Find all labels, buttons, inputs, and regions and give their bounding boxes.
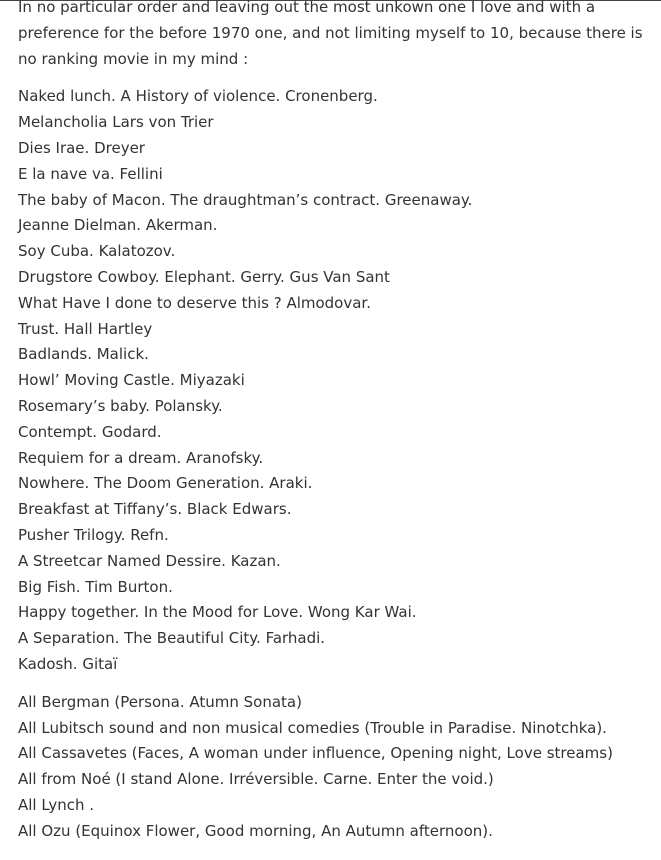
movie-item: Drugstore Cowboy. Elephant. Gerry. Gus Van Sant [18,267,390,286]
movie-list [18,84,661,677]
post-body [18,0,661,845]
movie-item: Melancholia Lars von Trier [18,113,214,132]
movie-item: Trust. Hall Hartley [18,319,153,338]
intro-line: preference for the before 1970 one, and not limiting myself to 10, because there is [18,23,643,42]
movie-item: Dies Irae. Dreyer [18,138,145,157]
movie-item: Big Fish. Tim Burton. [18,577,173,596]
director-item: All Cassavetes (Faces, A woman under influence, Opening night, Love streams) [18,744,613,763]
director-item: All from Noé (I stand Alone. Irréversible. Carne. Enter the void.) [18,770,494,789]
movie-item: Contempt. Godard. [18,422,162,441]
movie-item: What Have I done to deserve this ? Almodovar. [18,293,371,312]
intro-paragraph [18,0,661,72]
movie-item: E la nave va. Fellini [18,164,163,183]
movie-item: Requiem for a dream. Aranofsky. [18,448,264,467]
intro-line: no ranking movie in my mind : [18,49,249,68]
director-item: All Ozu (Equinox Flower, Good morning, An Autumn afternoon). [18,821,493,840]
movie-item: Breakfast at Tiffany’s. Black Edwars. [18,500,292,519]
movie-item: A Streetcar Named Dessire. Kazan. [18,551,281,570]
intro-line: In no particular order and leaving out the most unkown one I love and with a [18,0,596,16]
director-item: All Lubitsch sound and non musical comedies (Trouble in Paradise. Ninotchka). [18,718,607,737]
movie-item: Rosemary’s baby. Polansky. [18,396,223,415]
movie-item: Soy Cuba. Kalatozov. [18,242,176,261]
director-item: All Lynch . [18,795,95,814]
movie-item: Nowhere. The Doom Generation. Araki. [18,474,313,493]
movie-item: Howl’ Moving Castle. Miyazaki [18,371,245,390]
movie-item: The baby of Macon. The draughtman’s contract. Greenaway. [18,190,473,209]
movie-item: Happy together. In the Mood for Love. Wong Kar Wai. [18,603,417,622]
movie-item: Kadosh. Gitaï [18,654,118,673]
director-list [18,690,661,845]
director-item: All Bergman (Persona. Atumn Sonata) [18,692,302,711]
movie-item: Jeanne Dielman. Akerman. [18,216,218,235]
movie-item: Badlands. Malick. [18,345,149,364]
movie-item: A Separation. The Beautiful City. Farhadi. [18,629,326,648]
movie-item: Pusher Trilogy. Refn. [18,525,169,544]
movie-item: Naked lunch. A History of violence. Cronenberg. [18,87,378,106]
